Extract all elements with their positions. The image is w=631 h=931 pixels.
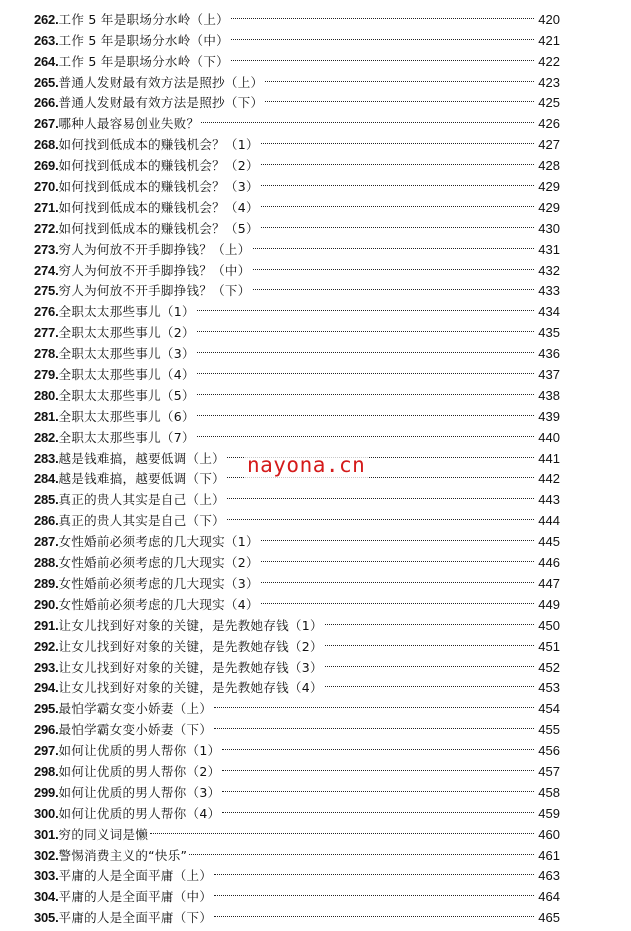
toc-entry-title: 警惕消费主义的“快乐” xyxy=(58,847,188,863)
toc-entry-number: 273. xyxy=(34,241,59,257)
toc-entry-page-number: 436 xyxy=(538,346,560,362)
dot-leader xyxy=(214,860,534,881)
toc-entry-title: 平庸的人是全面平庸（中） xyxy=(58,889,213,905)
toc-entry-page-number: 453 xyxy=(538,680,560,696)
toc-entry-page-number: 435 xyxy=(538,325,560,341)
dot-leader xyxy=(197,379,534,400)
toc-entry-number: 297. xyxy=(34,743,59,759)
dot-leader xyxy=(261,212,534,233)
toc-entry-page-number: 458 xyxy=(538,784,560,800)
toc-entry-number: 288. xyxy=(34,555,59,571)
dot-leader xyxy=(231,3,534,24)
toc-entry-title: 平庸的人是全面平庸（下） xyxy=(58,910,213,926)
toc-entry-page-number: 430 xyxy=(538,220,560,236)
toc-entry-page-number: 429 xyxy=(538,199,560,215)
toc-entry-number: 268. xyxy=(34,137,59,153)
toc-entry-title: 让女儿找到好对象的关键，是先教她存钱（2） xyxy=(58,638,323,654)
toc-entry-number: 265. xyxy=(34,74,59,90)
dot-leader xyxy=(325,630,534,651)
toc-entry-number: 299. xyxy=(34,784,59,800)
toc-entry-number: 267. xyxy=(34,116,59,132)
dot-leader xyxy=(214,713,534,734)
dot-leader xyxy=(214,901,534,922)
toc-entry-number: 285. xyxy=(34,492,59,508)
toc-entry-title: 如何找到低成本的赚钱机会？（1） xyxy=(58,137,259,153)
toc-entry-number: 302. xyxy=(34,847,59,863)
toc-entry-title: 穷的同义词是懒 xyxy=(58,826,149,842)
toc-entry-title: 如何找到低成本的赚钱机会？（4） xyxy=(58,199,259,215)
dot-leader xyxy=(222,755,534,776)
toc-entry-number: 279. xyxy=(34,367,59,383)
toc-entry-number: 304. xyxy=(34,889,59,905)
toc-entry-page-number: 444 xyxy=(538,513,560,529)
toc-entry-number: 274. xyxy=(34,262,59,278)
dot-leader xyxy=(222,797,534,818)
toc-entry-page-number: 429 xyxy=(538,179,560,195)
toc-entry-title: 如何让优质的男人帮你（1） xyxy=(58,743,221,759)
toc-entry-number: 272. xyxy=(34,220,59,236)
toc-entry-number: 284. xyxy=(34,471,59,487)
toc-entry-page-number: 451 xyxy=(538,638,560,654)
toc-entry-page-number: 465 xyxy=(538,910,560,926)
toc-entry-title: 真正的贵人其实是自己（下） xyxy=(58,513,225,529)
dot-leader xyxy=(261,567,534,588)
dot-leader xyxy=(231,45,534,66)
dot-leader xyxy=(261,546,534,567)
dot-leader xyxy=(231,24,534,45)
toc-entry-page-number: 427 xyxy=(538,137,560,153)
toc-entry-number: 266. xyxy=(34,95,59,111)
toc-entry-page-number: 431 xyxy=(538,241,560,257)
toc-entry-title: 越是钱难搞，越要低调（下） xyxy=(58,471,225,487)
toc-entry-page-number: 460 xyxy=(538,826,560,842)
toc-entry-number: 289. xyxy=(34,575,59,591)
toc-entry-title: 女性婚前必须考虑的几大现实（3） xyxy=(58,575,259,591)
toc-entry-number: 290. xyxy=(34,596,59,612)
dot-leader xyxy=(197,337,534,358)
toc-entry-page-number: 450 xyxy=(538,617,560,633)
toc-entry-page-number: 440 xyxy=(538,429,560,445)
dot-leader xyxy=(325,651,534,672)
dot-leader xyxy=(261,170,534,191)
toc-entry-page-number: 434 xyxy=(538,304,560,320)
toc-entry-title: 如何让优质的男人帮你（2） xyxy=(58,763,221,779)
toc-entry-number: 277. xyxy=(34,325,59,341)
toc-entry-page-number: 461 xyxy=(538,847,560,863)
toc-entry-title: 全职太太那些事儿（2） xyxy=(58,325,195,341)
dot-leader xyxy=(261,128,534,149)
toc-entry-title: 全职太太那些事儿（3） xyxy=(58,346,195,362)
toc-entry-page-number: 421 xyxy=(538,32,560,48)
toc-entry-title: 工作 5 年是职场分水岭（下） xyxy=(58,53,229,69)
toc-entry-page-number: 432 xyxy=(538,262,560,278)
toc-entry-title: 如何找到低成本的赚钱机会？（2） xyxy=(58,158,259,174)
dot-leader xyxy=(201,107,534,128)
toc-entry-page-number: 441 xyxy=(538,450,560,466)
toc-entry-title: 平庸的人是全面平庸（上） xyxy=(58,868,213,884)
dot-leader xyxy=(253,275,534,296)
toc-entry-page-number: 422 xyxy=(538,53,560,69)
toc-entry-number: 281. xyxy=(34,408,59,424)
toc-entry-number: 270. xyxy=(34,179,59,195)
toc-entry-page-number: 445 xyxy=(538,534,560,550)
toc-entry-page-number: 437 xyxy=(538,367,560,383)
toc-entry-number: 291. xyxy=(34,617,59,633)
toc-entry-number: 293. xyxy=(34,659,59,675)
dot-leader xyxy=(197,358,534,379)
toc-entry-title: 工作 5 年是职场分水岭（中） xyxy=(58,32,229,48)
dot-leader xyxy=(222,776,534,797)
toc-entry-page-number: 439 xyxy=(538,408,560,424)
toc-entry-number: 286. xyxy=(34,513,59,529)
toc-entry-page-number: 457 xyxy=(538,763,560,779)
dot-leader xyxy=(253,233,534,254)
toc-entry-title: 女性婚前必须考虑的几大现实（2） xyxy=(58,555,259,571)
toc-entry-number: 305. xyxy=(34,910,59,926)
toc-entry-number: 283. xyxy=(34,450,59,466)
dot-leader xyxy=(325,609,534,630)
toc-entry-title: 普通人发财最有效方法是照抄（上） xyxy=(58,74,264,90)
toc-entry-page-number: 455 xyxy=(538,722,560,738)
toc-entry-number: 263. xyxy=(34,32,59,48)
toc-entry-number: 269. xyxy=(34,158,59,174)
toc-entry-number: 298. xyxy=(34,763,59,779)
toc-entry-number: 271. xyxy=(34,199,59,215)
toc-entry-title: 最怕学霸女变小娇妻（上） xyxy=(58,701,213,717)
toc-entry-page-number: 423 xyxy=(538,74,560,90)
toc-entry-number: 296. xyxy=(34,722,59,738)
toc-entry-page-number: 456 xyxy=(538,743,560,759)
toc-entry-number: 300. xyxy=(34,805,59,821)
dot-leader xyxy=(265,66,534,87)
toc-entry-page-number: 447 xyxy=(538,575,560,591)
toc-entry-number: 282. xyxy=(34,429,59,445)
toc-entry-title: 越是钱难搞，越要低调（上） xyxy=(58,450,225,466)
toc-entry-page-number: 443 xyxy=(538,492,560,508)
toc-entry-page-number: 438 xyxy=(538,387,560,403)
toc-entry-title: 让女儿找到好对象的关键，是先教她存钱（4） xyxy=(58,680,323,696)
toc-entry[interactable] xyxy=(34,3,560,27)
toc-entry-page-number: 449 xyxy=(538,596,560,612)
watermark: nayona.cn xyxy=(244,452,368,478)
dot-leader xyxy=(197,295,534,316)
toc-entry-title: 如何找到低成本的赚钱机会？（3） xyxy=(58,179,259,195)
toc-entry-title: 全职太太那些事儿（7） xyxy=(58,429,195,445)
toc-entry-page-number: 428 xyxy=(538,158,560,174)
toc-entry-title: 女性婚前必须考虑的几大现实（1） xyxy=(58,534,259,550)
toc-entry-number: 262. xyxy=(34,11,59,27)
toc-entry-page-number: 442 xyxy=(538,471,560,487)
dot-leader xyxy=(265,87,534,108)
toc-entry-number: 264. xyxy=(34,53,59,69)
dot-leader xyxy=(150,818,534,839)
toc-entry-page-number: 426 xyxy=(538,116,560,132)
toc-entry-title: 穷人为何放不开手脚挣钱？（上） xyxy=(58,241,251,257)
toc-entry-title: 全职太太那些事儿（4） xyxy=(58,367,195,383)
dot-leader xyxy=(197,400,534,421)
toc-entry-title: 最怕学霸女变小娇妻（下） xyxy=(58,722,213,738)
toc-entry-number: 276. xyxy=(34,304,59,320)
toc-entry-title: 全职太太那些事儿（6） xyxy=(58,408,195,424)
toc-entry-page-number: 433 xyxy=(538,283,560,299)
dot-leader xyxy=(261,588,534,609)
dot-leader xyxy=(214,692,534,713)
toc-entry-page-number: 459 xyxy=(538,805,560,821)
dot-leader xyxy=(253,254,534,275)
toc-entry-title: 全职太太那些事儿（5） xyxy=(58,387,195,403)
toc-entry-number: 292. xyxy=(34,638,59,654)
toc-entry-number: 301. xyxy=(34,826,59,842)
toc-entry-page-number: 463 xyxy=(538,868,560,884)
dot-leader xyxy=(325,672,534,693)
toc-entry-page-number: 420 xyxy=(538,11,560,27)
toc-entry-title: 如何让优质的男人帮你（4） xyxy=(58,805,221,821)
dot-leader xyxy=(261,191,534,212)
dot-leader xyxy=(227,504,534,525)
toc-entry-title: 如何找到低成本的赚钱机会？（5） xyxy=(58,220,259,236)
dot-leader xyxy=(197,421,534,442)
toc-entry-number: 303. xyxy=(34,868,59,884)
toc-entry-title: 如何让优质的男人帮你（3） xyxy=(58,784,221,800)
toc-entry-title: 穷人为何放不开手脚挣钱？（下） xyxy=(58,283,251,299)
toc-entry-number: 295. xyxy=(34,701,59,717)
toc-entry-page-number: 454 xyxy=(538,701,560,717)
dot-leader xyxy=(197,316,534,337)
dot-leader xyxy=(222,734,534,755)
dot-leader xyxy=(261,149,534,170)
toc-entry-title: 真正的贵人其实是自己（上） xyxy=(58,492,225,508)
toc-entry-number: 278. xyxy=(34,346,59,362)
toc-entry-title: 穷人为何放不开手脚挣钱？（中） xyxy=(58,262,251,278)
toc-entry-title: 让女儿找到好对象的关键，是先教她存钱（1） xyxy=(58,617,323,633)
toc-entry-number: 287. xyxy=(34,534,59,550)
toc-entry-title: 全职太太那些事儿（1） xyxy=(58,304,195,320)
toc-entry-page-number: 446 xyxy=(538,555,560,571)
dot-leader xyxy=(214,880,534,901)
toc-entry-title: 工作 5 年是职场分水岭（上） xyxy=(58,11,229,27)
toc-entry-number: 275. xyxy=(34,283,59,299)
toc-entry-number: 280. xyxy=(34,387,59,403)
toc-entry-title: 哪种人最容易创业失败？ xyxy=(58,116,200,132)
dot-leader xyxy=(261,525,534,546)
dot-leader xyxy=(189,839,534,860)
toc-entry-title: 女性婚前必须考虑的几大现实（4） xyxy=(58,596,259,612)
dot-leader xyxy=(227,483,534,504)
toc-entry-title: 普通人发财最有效方法是照抄（下） xyxy=(58,95,264,111)
toc-entry-page-number: 425 xyxy=(538,95,560,111)
toc-entry-page-number: 464 xyxy=(538,889,560,905)
toc-entry-title: 让女儿找到好对象的关键，是先教她存钱（3） xyxy=(58,659,323,675)
toc-entry-page-number: 452 xyxy=(538,659,560,675)
toc-entry-number: 294. xyxy=(34,680,59,696)
